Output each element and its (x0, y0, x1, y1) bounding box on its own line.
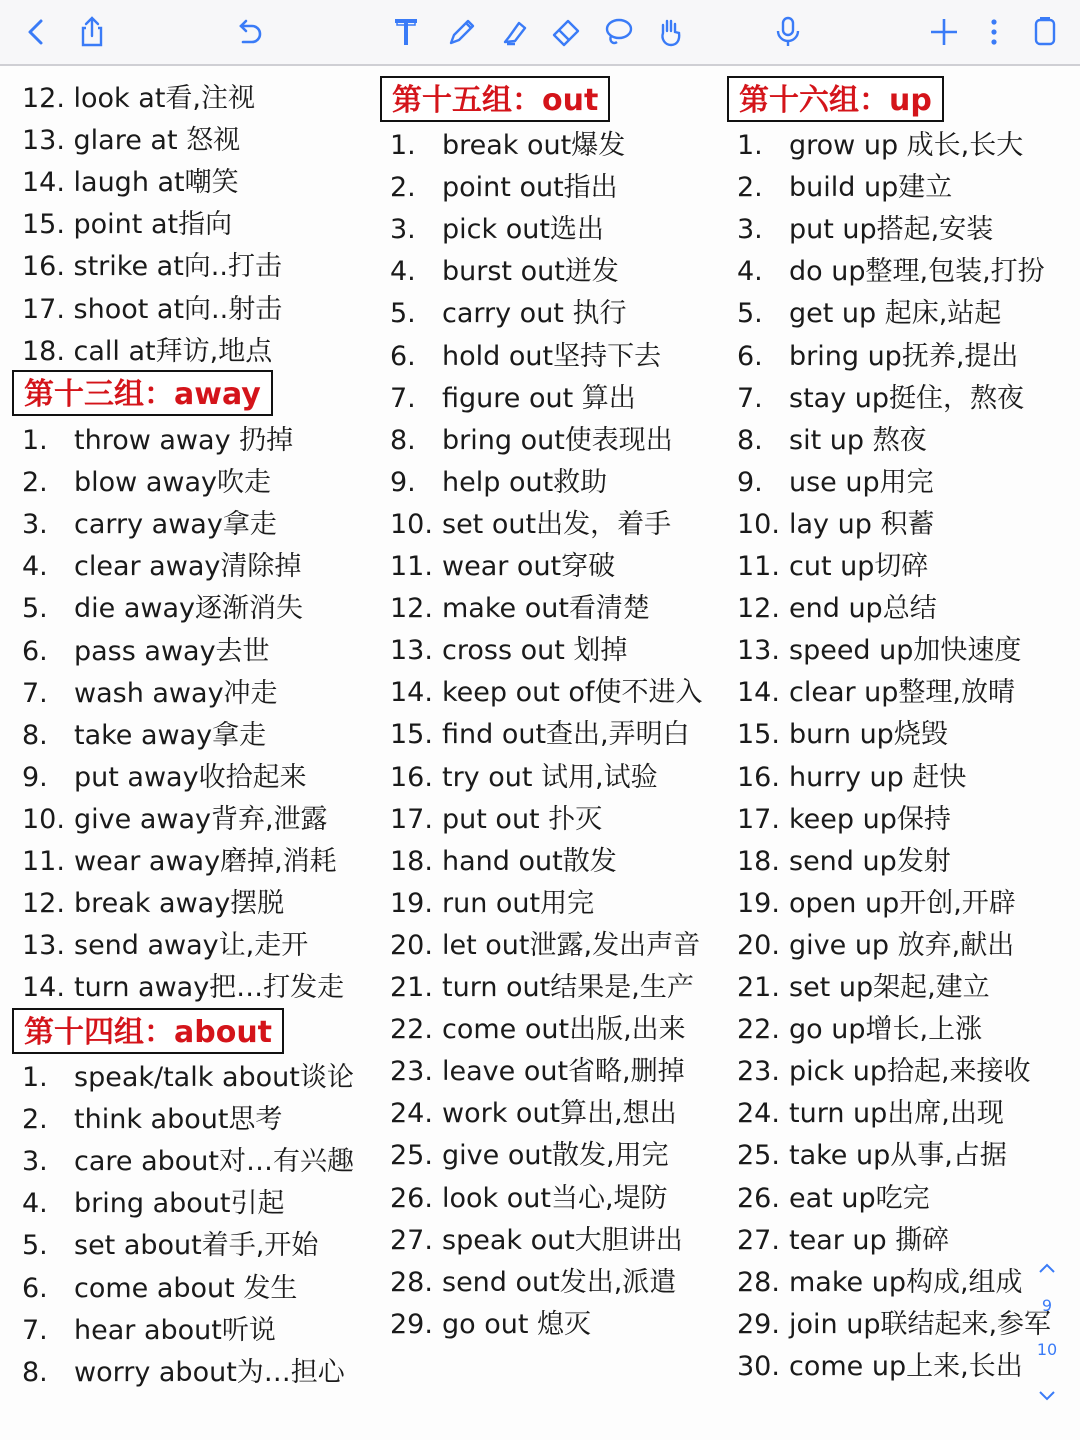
list-item (737, 167, 952, 209)
item-number: 15. (390, 719, 433, 751)
list-item: 18. call at拜访,地点 (22, 335, 273, 367)
item-text: burst out迸发 (442, 256, 619, 288)
list-item (390, 251, 619, 293)
item-text: send up发射 (789, 845, 951, 877)
item-number: 21. (390, 972, 433, 1003)
item-number: 17. (390, 803, 433, 835)
back-icon[interactable] (14, 10, 58, 54)
list-item (737, 1051, 1031, 1093)
item-number: 12. (737, 593, 780, 625)
item-text: set about着手,开始 (74, 1230, 319, 1262)
list-item (737, 883, 1016, 925)
list-item (737, 799, 951, 841)
item-text: take up从事,占据 (789, 1140, 1007, 1172)
list-item (390, 841, 617, 883)
item-text: keep out of使不进入 (442, 677, 703, 709)
item-number: 27. (390, 1224, 433, 1256)
item-text: let out泄露,发出声音 (442, 929, 701, 961)
list-item (737, 967, 990, 1009)
item-text: clear up整理,放晴 (789, 677, 1016, 709)
item-number: 4. (390, 256, 416, 288)
item-text: take away拿走 (74, 719, 267, 751)
item-number: 28. (390, 1266, 433, 1298)
item-number: 13. (390, 635, 433, 667)
item-text: send out发出,派遣 (442, 1266, 677, 1298)
item-number: 8. (737, 424, 763, 456)
list-item (737, 1346, 1023, 1388)
item-number: 4. (737, 256, 763, 288)
list-item (390, 757, 658, 799)
item-number: 13. (22, 930, 65, 962)
item-text: bring out使表现出 (442, 424, 673, 456)
item-text: set out出发，着手 (442, 508, 672, 540)
item-text: work out算出,想出 (442, 1098, 677, 1130)
item-text: wash away冲走 (74, 677, 278, 709)
item-text: think about思考 (74, 1104, 283, 1136)
item-number: 20. (390, 929, 433, 961)
item-text: blow away吹走 (74, 467, 271, 499)
list-item (390, 883, 594, 925)
item-text: give out散发,用完 (442, 1140, 669, 1172)
item-number: 11. (390, 551, 433, 582)
list-item: 13. glare at 怒视 (22, 125, 241, 157)
list-item (737, 125, 1023, 167)
list-item (22, 1310, 276, 1352)
item-number: 3. (390, 214, 416, 246)
chevron-down-icon[interactable] (1032, 1388, 1062, 1404)
item-text: come about 发生 (74, 1272, 298, 1304)
item-number: 25. (737, 1140, 780, 1172)
list-item (390, 420, 673, 462)
list-item (737, 841, 951, 883)
item-number: 9. (737, 466, 763, 498)
item-text: burn up烧毁 (789, 719, 948, 751)
item-text: wear out穿破 (442, 551, 616, 582)
item-number: 18. (390, 845, 433, 877)
note-page (0, 66, 1080, 1440)
list-item (390, 209, 604, 251)
list-item: 16. strike at向..打击 (22, 251, 282, 283)
list-item (22, 504, 277, 546)
item-number: 23. (390, 1056, 433, 1088)
item-text: break away摆脱 (74, 888, 285, 920)
item-number: 22. (737, 1014, 780, 1046)
pen-icon[interactable] (440, 10, 484, 54)
item-number: 8. (22, 719, 48, 751)
item-text: speed up加快速度 (789, 635, 1022, 667)
item-number: 4. (22, 1188, 48, 1220)
item-number: 30. (737, 1350, 780, 1382)
item-number: 19. (390, 887, 433, 919)
item-number: 1. (390, 130, 416, 161)
item-text: wear away磨掉,消耗 (74, 846, 337, 877)
item-text: make up构成,组成 (789, 1266, 1023, 1298)
list-item: 12. look at看,注视 (22, 83, 255, 114)
list-item (22, 757, 307, 799)
list-item (390, 630, 627, 672)
list-item (22, 1268, 297, 1310)
text-tool-icon[interactable] (384, 10, 428, 54)
item-number: 19. (737, 887, 780, 919)
item-number: 2. (22, 1104, 48, 1136)
list-item (390, 1262, 676, 1304)
list-item (22, 841, 337, 883)
item-number: 8. (22, 1356, 48, 1388)
list-item (390, 462, 607, 504)
item-number: 11. (737, 551, 780, 582)
item-text: come out出版,出来 (442, 1014, 686, 1046)
list-item (390, 714, 690, 756)
item-text: turn out结果是,生产 (442, 972, 694, 1003)
item-number: 18. (737, 845, 780, 877)
eraser-icon[interactable] (544, 10, 588, 54)
list-item (737, 420, 927, 462)
undo-icon[interactable] (226, 10, 270, 54)
item-number: 5. (737, 298, 763, 330)
list-item (22, 420, 293, 462)
item-number: 25. (390, 1140, 433, 1172)
list-item: 17. shoot at向..射击 (22, 293, 283, 325)
item-text: open up开创,开辟 (789, 887, 1016, 919)
list-item (390, 125, 625, 167)
list-item (22, 673, 278, 715)
item-number: 2. (390, 172, 416, 204)
item-text: turn away把…打发走 (74, 972, 345, 1004)
item-number: 29. (737, 1308, 780, 1340)
item-number: 2. (22, 467, 48, 499)
item-number: 3. (737, 214, 763, 246)
list-item (22, 1183, 284, 1225)
group-16-heading: 第十六组：up (727, 76, 944, 122)
list-item (390, 504, 671, 546)
list-item (737, 1009, 982, 1051)
item-text: go out 熄灭 (442, 1308, 592, 1340)
item-text: bring about引起 (74, 1188, 285, 1220)
list-item: 14. laugh at嘲笑 (22, 167, 239, 199)
item-text: put out 扑灭 (442, 803, 603, 835)
item-text: cross out 划掉 (442, 635, 628, 667)
list-item: 15. point at指向 (22, 209, 233, 241)
list-item (390, 1178, 668, 1220)
list-item (737, 1178, 930, 1220)
item-text: hurry up 赶快 (789, 761, 967, 793)
item-number: 1. (737, 130, 763, 161)
item-text: tear up 撕碎 (789, 1224, 950, 1256)
list-item (22, 1099, 282, 1141)
item-text: throw away 扔掉 (74, 425, 294, 456)
item-number: 2. (737, 172, 763, 204)
item-number: 6. (22, 635, 48, 667)
item-text: pass away去世 (74, 635, 270, 667)
item-number: 7. (22, 677, 48, 709)
item-number: 24. (737, 1098, 780, 1130)
list-item (737, 293, 1001, 335)
item-number: 7. (390, 382, 416, 414)
item-text: speak out大胆讲出 (442, 1224, 683, 1256)
item-text: use up用完 (789, 466, 934, 498)
list-item (22, 967, 344, 1009)
add-icon[interactable] (922, 10, 966, 54)
item-text: come up上来,长出 (789, 1350, 1023, 1382)
list-item (737, 714, 948, 756)
item-text: speak/talk about谈论 (74, 1062, 354, 1093)
item-number: 23. (737, 1056, 780, 1088)
next-page-number: 10 (1036, 1340, 1058, 1359)
item-text: eat up吃完 (789, 1182, 930, 1214)
item-number: 10. (390, 508, 433, 540)
list-item (22, 715, 266, 757)
item-number: 1. (22, 425, 48, 456)
list-item (390, 293, 626, 335)
list-item (737, 630, 1021, 672)
item-number: 20. (737, 929, 780, 961)
list-item (737, 757, 966, 799)
item-number: 3. (22, 1146, 48, 1178)
item-text: hold out坚持下去 (442, 340, 662, 372)
list-item (737, 546, 928, 588)
item-text: find out查出,弄明白 (442, 719, 690, 751)
group-13-heading: 第十三组：away (12, 370, 273, 416)
item-number: 5. (22, 593, 48, 625)
list-item (390, 1220, 683, 1262)
list-item (390, 167, 618, 209)
item-text: die away逐渐消失 (74, 593, 303, 625)
item-text: care about对…有兴趣 (74, 1146, 354, 1178)
item-text: get up 起床,站起 (789, 298, 1002, 330)
list-item (22, 588, 303, 630)
hand-icon[interactable] (648, 10, 692, 54)
item-text: send away让,走开 (74, 930, 309, 962)
item-number: 17. (737, 803, 780, 835)
item-text: pick out选出 (442, 214, 604, 246)
item-number: 14. (22, 972, 65, 1004)
item-number: 6. (22, 1272, 48, 1304)
item-number: 7. (22, 1314, 48, 1346)
item-text: look out当心,堤防 (442, 1182, 668, 1214)
item-text: lay up 积蓄 (789, 508, 935, 540)
item-number: 9. (390, 466, 416, 498)
item-text: turn up出席,出现 (789, 1098, 1004, 1130)
chevron-up-icon[interactable] (1032, 1260, 1062, 1276)
item-number: 5. (390, 298, 416, 330)
item-text: go up增长,上涨 (789, 1014, 983, 1046)
item-text: leave out省略,删掉 (442, 1056, 685, 1088)
pages-icon[interactable] (1022, 10, 1066, 54)
list-item (390, 1009, 686, 1051)
item-number: 8. (390, 424, 416, 456)
item-text: put up搭起,安装 (789, 214, 994, 246)
list-item (22, 799, 328, 841)
list-item (22, 925, 308, 967)
list-item (737, 378, 1024, 420)
list-item (737, 672, 1015, 714)
item-number: 26. (737, 1182, 780, 1214)
list-item (390, 672, 702, 714)
list-item (737, 251, 1045, 293)
item-text: carry away拿走 (74, 509, 277, 541)
lasso-icon[interactable] (596, 10, 640, 54)
item-number: 14. (390, 677, 433, 709)
item-number: 7. (737, 382, 763, 414)
item-text: bring up抚养,提出 (789, 340, 1019, 372)
item-number: 4. (22, 551, 48, 583)
item-number: 6. (390, 340, 416, 372)
current-page-number: 9 (1041, 1296, 1053, 1315)
item-text: stay up挺住，熬夜 (789, 382, 1025, 414)
item-number: 14. (737, 677, 780, 709)
item-number: 22. (390, 1014, 433, 1046)
item-number: 11. (22, 846, 65, 877)
toolbar (0, 0, 1080, 66)
list-item (737, 504, 934, 546)
item-text: join up联结起来,参军 (789, 1308, 1052, 1340)
item-text: set up架起,建立 (789, 972, 990, 1003)
item-number: 10. (22, 803, 65, 835)
list-item (22, 1352, 345, 1394)
item-number: 29. (390, 1308, 433, 1340)
item-number: 24. (390, 1098, 433, 1130)
item-number: 15. (737, 719, 780, 751)
list-item (390, 1304, 591, 1346)
item-text: carry out 执行 (442, 298, 627, 330)
list-item (22, 546, 301, 588)
item-text: give up 放弃,献出 (789, 929, 1015, 961)
item-text: build up建立 (789, 172, 953, 204)
list-item (737, 1262, 1023, 1304)
list-item (737, 336, 1018, 378)
item-number: 6. (737, 340, 763, 372)
item-number: 1. (22, 1062, 48, 1093)
list-item (22, 1057, 354, 1099)
item-text: end up总结 (789, 593, 937, 625)
list-item (390, 1135, 669, 1177)
item-number: 16. (737, 761, 780, 793)
list-item (390, 378, 636, 420)
item-text: keep up保持 (789, 803, 951, 835)
more-icon[interactable] (972, 10, 1016, 54)
item-text: break out爆发 (442, 130, 626, 161)
item-text: cut up切碎 (789, 551, 929, 582)
share-icon[interactable] (70, 10, 114, 54)
item-number: 3. (22, 509, 48, 541)
item-number: 5. (22, 1230, 48, 1262)
item-text: sit up 熬夜 (789, 424, 927, 456)
highlighter-icon[interactable] (492, 10, 536, 54)
item-number: 21. (737, 972, 780, 1003)
item-number: 13. (737, 635, 780, 667)
list-item (22, 631, 270, 673)
item-number: 9. (22, 761, 48, 793)
item-text: figure out 算出 (442, 382, 636, 414)
group-15-heading: 第十五组：out (380, 76, 610, 122)
item-text: run out用完 (442, 887, 595, 919)
list-item (22, 883, 284, 925)
list-item (737, 925, 1014, 967)
list-item (390, 967, 694, 1009)
list-item (737, 1304, 1051, 1346)
list-item (737, 209, 993, 251)
item-number: 27. (737, 1224, 780, 1256)
list-item (390, 925, 700, 967)
item-text: hand out散发 (442, 845, 617, 877)
list-item (390, 1093, 677, 1135)
list-item (737, 1220, 949, 1262)
list-item (390, 588, 650, 630)
item-number: 26. (390, 1182, 433, 1214)
list-item (22, 1225, 318, 1267)
list-item (390, 546, 615, 588)
item-text: try out 试用,试验 (442, 761, 658, 793)
item-text: help out救助 (442, 466, 608, 498)
page-scroller[interactable] (1032, 1256, 1062, 1416)
list-item (22, 1141, 354, 1183)
item-number: 12. (22, 888, 65, 920)
group-14-heading: 第十四组：about (12, 1008, 284, 1054)
list-item (737, 1093, 1004, 1135)
item-text: give away背弃,泄露 (74, 803, 328, 835)
item-number: 10. (737, 508, 780, 540)
list-item (737, 462, 934, 504)
list-item (22, 462, 271, 504)
item-text: point out指出 (442, 172, 618, 204)
item-text: clear away清除掉 (74, 551, 302, 583)
item-text: worry about为…担心 (74, 1356, 345, 1388)
item-number: 28. (737, 1266, 780, 1298)
list-item (737, 588, 937, 630)
item-text: do up整理,包装,打扮 (789, 256, 1045, 288)
list-item (390, 1051, 685, 1093)
list-item (390, 336, 661, 378)
list-item (737, 1135, 1007, 1177)
item-text: grow up 成长,长大 (789, 130, 1024, 161)
item-text: put away收拾起来 (74, 761, 307, 793)
item-number: 16. (390, 761, 433, 793)
item-text: pick up拾起,来接收 (789, 1056, 1031, 1088)
microphone-icon[interactable] (766, 10, 810, 54)
item-text: make out看清楚 (442, 593, 650, 625)
item-number: 12. (390, 593, 433, 625)
list-item (390, 799, 602, 841)
item-text: hear about听说 (74, 1314, 276, 1346)
